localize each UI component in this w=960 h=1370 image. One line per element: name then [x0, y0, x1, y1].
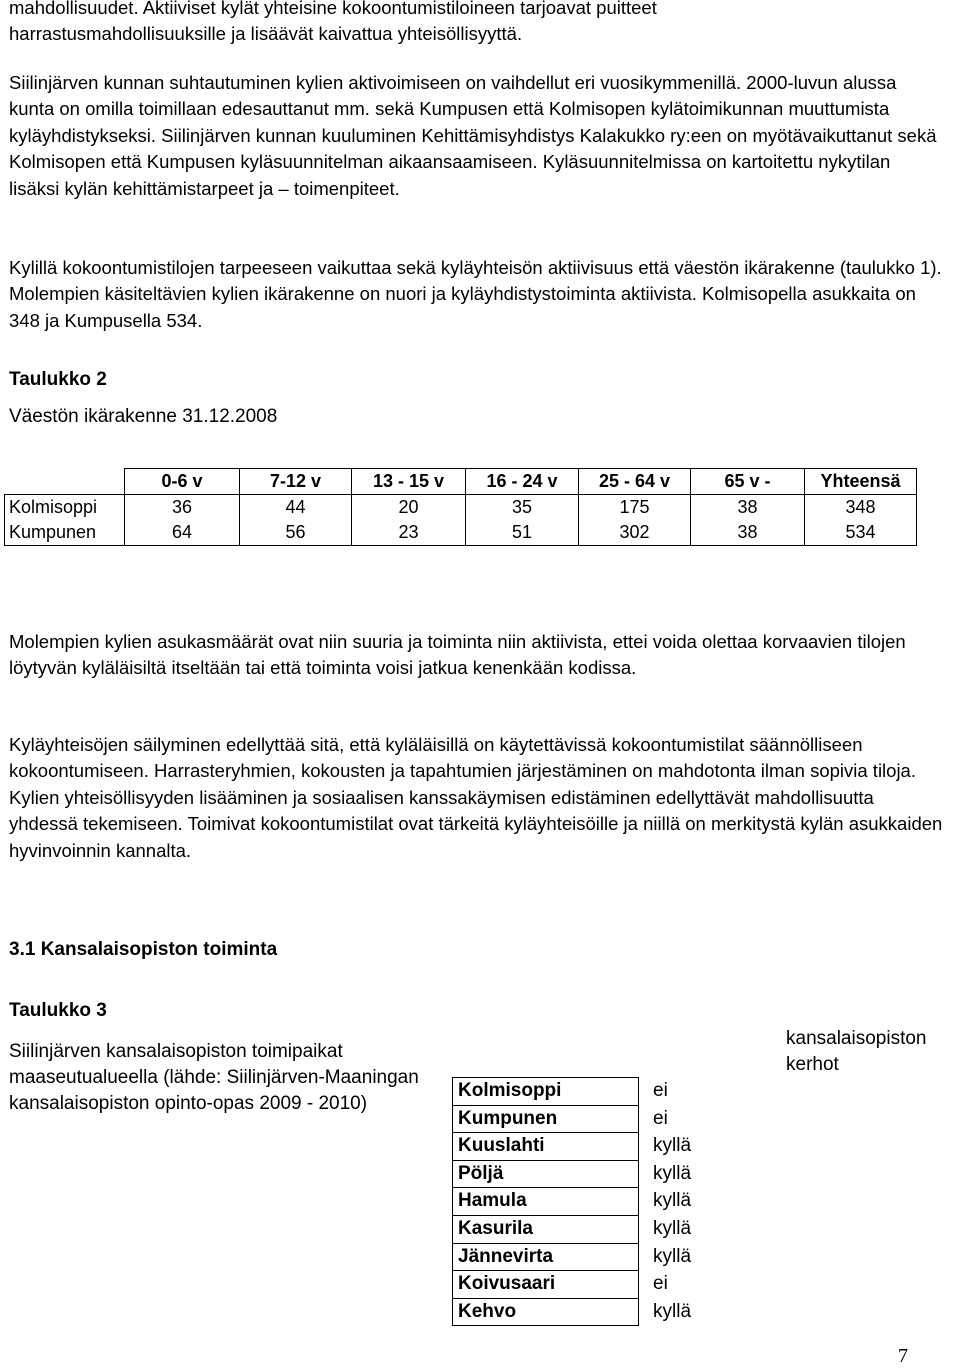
table-row [453, 1078, 787, 1106]
table-row [453, 1188, 787, 1216]
table-row [453, 1271, 787, 1299]
paragraph-community: Kyläyhteisöjen säilyminen edellyttää sitä, että kyläläisillä on käytettävissä kokoontumistilat säännölliseen kokoontumiseen. Harrasteryhmien, kokousten ja tapahtumien järjestäminen on mahdotonta ilman sopivia tiloja. Kylien yhteisöllisyyden lisääminen ja sosiaalisen kanssakäymisen edistäminen edellyttävät mahdollisuutta yhdessä tekemiseen. Toimivat kokoontumistilat ovat tärkeitä kyläyhteisöille ja niillä on merkitystä kylän asukkaiden hyvinvoinnin kannalta. [9, 734, 943, 861]
table-cell: 302 [579, 520, 691, 546]
table2-subtitle: Väestön ikärakenne 31.12.2008 [9, 406, 278, 427]
club-status: kyllä [653, 1217, 692, 1239]
village-name: Jännevirta [453, 1243, 639, 1271]
club-status: kyllä [653, 1162, 692, 1184]
table-header-row [5, 469, 917, 495]
village-name: Pöljä [453, 1160, 639, 1188]
club-status: ei [653, 1107, 668, 1129]
village-name: Kuuslahti [453, 1133, 639, 1161]
header-total: Yhteensä [805, 469, 917, 495]
table-cell: 20 [352, 495, 466, 521]
village-name: Hamula [453, 1188, 639, 1216]
village-name: Kehvo [453, 1298, 639, 1326]
table-cell: 38 [691, 495, 805, 521]
club-status: kyllä [653, 1135, 692, 1157]
table-row [5, 520, 917, 546]
table3-title: Taulukko 3 [9, 1000, 107, 1021]
paragraph-municipality: Siilinjärven kunnan suhtautuminen kylien aktivoimiseen on vaihdellut eri vuosikymmenillä. 2000-luvun alussa kunta on omilla toimillaan edesauttanut mm. sekä Kumpusen että Kolmisopen kylätoimikunnan muuttumista kyläyhdistykseksi. Siilinjärven kunnan kuuluminen Kehittämisyhdistys Kalakukko ry:een on myötävaikuttanut sekä Kolmisopen että Kumpusen kyläsuunnitelman aikaansaamiseen. Kyläsuunnitelmissa on kartoitettu nykytilan lisäksi kylän kehittämistarpeet ja – toimenpiteet. [9, 72, 937, 199]
table-cell: 44 [240, 495, 352, 521]
village-clubs-table [452, 1077, 787, 1326]
club-status: kyllä [653, 1190, 692, 1212]
table3-column-header: kansalaisopiston kerhot [786, 1028, 927, 1075]
table-cell: 36 [125, 495, 240, 521]
header-age-13-15: 13 - 15 v [352, 469, 466, 495]
club-status: ei [653, 1273, 668, 1295]
intro-line-1: mahdollisuudet. Aktiiviset kylät yhteisine kokoontumistiloineen tarjoavat puitteet [9, 0, 657, 18]
section-heading: 3.1 Kansalaisopiston toiminta [9, 939, 278, 960]
intro-line-2: harrastusmahdollisuuksille ja lisäävät kaivattua yhteisöllisyyttä. [9, 23, 523, 45]
row-name: Kumpunen [5, 520, 125, 546]
table-cell: 51 [466, 520, 579, 546]
club-status: kyllä [653, 1300, 692, 1322]
table3-caption: Siilinjärven kansalaisopiston toimipaikat maaseutualueella (lähde: Siilinjärven-Maaningan kansalaisopiston opinto-opas 2009 - 2010) [9, 1041, 419, 1114]
paragraph-facilities: Molempien kylien asukasmäärät ovat niin suuria ja toiminta niin aktiivista, ettei voida olettaa korvaavien tilojen löytyvän kyläläisiltä itseltään tai että toiminta voisi jatkua kenenkään kodissa. [9, 631, 906, 679]
table-row [5, 495, 917, 521]
header-age-65: 65 v - [691, 469, 805, 495]
village-name: Kasurila [453, 1215, 639, 1243]
header-age-7-12: 7-12 v [240, 469, 352, 495]
table-cell: 23 [352, 520, 466, 546]
intro-text [9, 0, 944, 48]
paragraph-age-structure: Kylillä kokoontumistilojen tarpeeseen vaikuttaa sekä kyläyhteisön aktiivisuus että väestön ikärakenne (taulukko 1). Molempien käsiteltävien kylien ikärakenne on nuori ja kyläyhdistystoiminta aktiivista. Kolmisopella asukkaita on 348 ja Kumpusella 534. [9, 257, 942, 331]
club-status: ei [653, 1080, 668, 1101]
table-row [453, 1133, 787, 1161]
header-age-0-6: 0-6 v [125, 469, 240, 495]
header-empty-cell [5, 469, 125, 495]
table2-title: Taulukko 2 [9, 369, 107, 390]
table-row [453, 1215, 787, 1243]
table-cell: 175 [579, 495, 691, 521]
table-row [453, 1105, 787, 1133]
table-row [453, 1160, 787, 1188]
village-name: Kumpunen [453, 1105, 639, 1133]
table-cell: 534 [805, 520, 917, 546]
population-table [4, 468, 917, 546]
table-row [453, 1298, 787, 1326]
table-row [453, 1243, 787, 1271]
row-name: Kolmisoppi [5, 495, 125, 521]
header-age-16-24: 16 - 24 v [466, 469, 579, 495]
table-cell: 38 [691, 520, 805, 546]
village-name: Kolmisoppi [453, 1078, 639, 1106]
table-cell: 56 [240, 520, 352, 546]
page-number: 7 [898, 1345, 908, 1367]
table-cell: 35 [466, 495, 579, 521]
village-name: Koivusaari [453, 1271, 639, 1299]
table-cell: 348 [805, 495, 917, 521]
club-status: kyllä [653, 1245, 692, 1267]
table-cell: 64 [125, 520, 240, 546]
header-age-25-64: 25 - 64 v [579, 469, 691, 495]
